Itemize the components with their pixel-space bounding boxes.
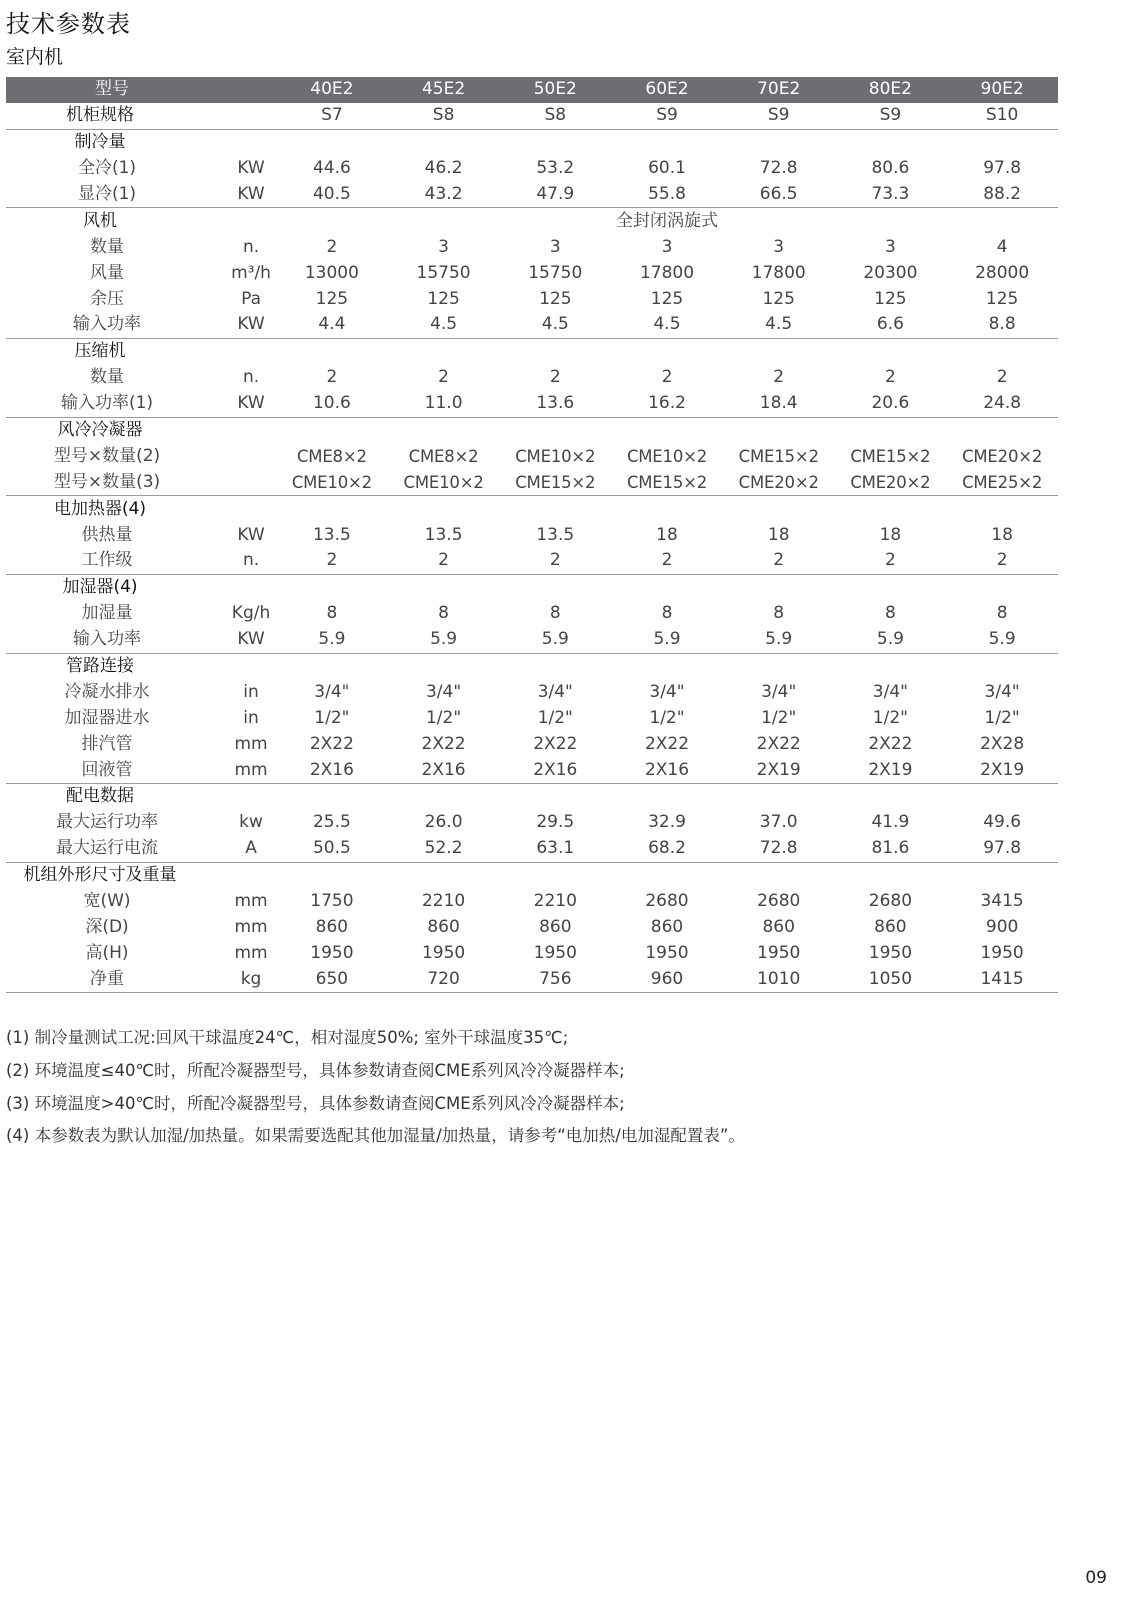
section-spacer [192,784,1058,810]
table-header-row [6,77,1058,103]
cell-value: 1950 [533,942,577,963]
cell-value: 960 [611,966,723,992]
cell-value: 4.4 [276,312,388,338]
section-title: 机组外形尺寸及重量 [23,865,177,886]
cell-value: 4.5 [611,312,723,338]
row-unit: m³/h [231,262,271,283]
cell-value: 2 [835,548,947,574]
header-model: 60E2 [611,77,723,103]
cell-value: 2X16 [499,757,611,783]
cell-value: 2X22 [421,733,466,754]
page-subtitle: 室内机 [6,46,64,68]
cell-value: 2X19 [946,757,1058,783]
cell-value: 4.5 [499,312,611,338]
section-title: 制冷量 [74,132,126,153]
cell-value: 1950 [645,942,689,963]
table-row [6,601,1058,627]
row-label: 输入功率(1) [6,391,192,417]
row-label: 供热量 [81,524,133,545]
row-label: 最大运行功率 [56,812,159,833]
row-label: 加湿器进水 [64,707,150,728]
cell-value: 4.5 [723,312,835,338]
cell-value: 2X16 [388,757,500,783]
cell-value: 37.0 [759,812,798,833]
row-label: 排汽管 [81,733,133,754]
row-label: 最大运行电流 [6,836,192,862]
cell-value: 8 [326,603,338,624]
cell-value: 860 [427,916,460,937]
cell-value: 5.9 [388,627,500,653]
cell-value: 3/4" [425,681,462,702]
cell-value: S7 [276,103,388,129]
cell-value: 47.9 [499,182,611,208]
cell-value: 5.9 [946,627,1058,653]
section-title: 配电数据 [66,786,135,807]
table-row [6,757,1058,783]
cell-value: 13.5 [536,524,575,545]
cell-value: 720 [388,966,500,992]
section-title: 加湿器(4) [62,577,138,598]
footnote: (3) 环境温度>40℃时，所配冷凝器型号，具体参数请查阅CME系列风冷冷凝器样本; [6,1093,625,1113]
cabinet-row [6,103,1058,129]
cell-value: 650 [276,966,388,992]
cell-value: 900 [985,916,1019,937]
cell-value: 3 [549,236,561,257]
cell-value: 3/4" [537,681,573,702]
cell-value: 2 [884,367,896,388]
row-unit: KW [192,312,276,338]
cell-value: 15750 [528,262,583,283]
cell-value: 3/4" [984,681,1020,702]
row-label: 余压 [90,288,125,309]
cell-value: 860 [762,916,795,937]
cell-value: 41.9 [871,812,910,833]
cell-value: 2680 [868,891,913,912]
section-title: 管路连接 [66,656,135,677]
header-model: 80E2 [835,77,947,103]
section-title: 压缩机 [74,341,126,362]
cell-value: CME20×2 [835,469,947,495]
cell-value: 13.5 [312,524,351,545]
section-title: 风冷冷凝器 [57,420,143,441]
row-unit: kg [192,966,276,992]
cell-value: 6.6 [835,312,947,338]
footnote: (2) 环境温度≤40℃时，所配冷凝器型号，具体参数请查阅CME系列风冷冷凝器样本; [6,1060,625,1080]
cell-value: 2X16 [611,757,723,783]
cell-value: 4.5 [388,312,500,338]
cell-value: 125 [315,288,349,309]
header-model-label: 型号 [6,77,276,103]
cell-value: 2680 [645,891,689,912]
cell-value: 8 [549,603,561,624]
row-unit: KW [192,391,276,417]
cell-value: CME25×2 [946,469,1058,495]
cell-value: 68.2 [611,836,723,862]
cell-value: 2 [499,548,611,574]
cell-value: 3 [884,236,896,257]
table-row [6,731,1058,757]
cell-value: 25.5 [312,812,351,833]
cell-value: 2 [326,367,338,388]
cell-value: 44.6 [312,158,351,179]
cell-value: 26.0 [424,812,463,833]
cell-value: CME20×2 [723,469,835,495]
cell-value: 72.8 [759,158,798,179]
cell-value: 8 [773,603,785,624]
cell-value: 1950 [980,942,1024,963]
table-row [6,966,1058,992]
row-label: 型号×数量(2) [53,445,161,466]
cell-value: 72.8 [723,836,835,862]
cell-value: 13.5 [424,524,463,545]
footnote: (1) 制冷量测试工况:回风干球温度24℃，相对湿度50%; 室外干球温度35℃; [6,1028,569,1047]
cell-value: 756 [499,966,611,992]
cell-value: 8 [884,603,896,624]
section-row [6,417,1058,443]
section-spacer [192,208,276,234]
cell-value: 55.8 [611,182,723,208]
header-model: 45E2 [388,77,500,103]
cell-value: CME8×2 [296,446,367,466]
table-row [6,627,1058,653]
header-model: 40E2 [276,77,388,103]
cell-value: CME15×2 [499,469,611,495]
cell-value: 49.6 [983,812,1022,833]
cell-value: 3/4" [649,681,685,702]
cell-value: 860 [315,916,349,937]
cell-value: 5.9 [276,627,388,653]
section-spacer [192,338,1058,364]
row-unit: KW [237,524,265,545]
cell-value: 125 [650,288,684,309]
cell-value: 1950 [421,942,466,963]
row-label: 全冷(1) [77,158,137,179]
row-label: 风量 [90,262,125,283]
cell-value: 2X16 [276,757,388,783]
cell-value: 52.2 [388,836,500,862]
cell-value: 20.6 [835,391,947,417]
table-row [6,915,1058,941]
cell-value: 18 [879,524,902,545]
cell-value: 1950 [310,942,354,963]
cell-value: 1/2" [761,707,797,728]
cell-value: 18 [991,524,1013,545]
header-model: 50E2 [499,77,611,103]
row-unit: Pa [241,288,261,309]
row-label: 回液管 [6,757,192,783]
cell-value: 1050 [835,966,947,992]
cell-value: 50.5 [276,836,388,862]
section-row [6,574,1058,600]
cell-value: S8 [388,103,500,129]
cell-value: 3 [773,236,785,257]
table-row [6,522,1058,548]
row-label: 净重 [6,966,192,992]
cell-value: CME10×2 [626,446,708,466]
cell-value: 2 [388,548,500,574]
header-model: 90E2 [946,77,1058,103]
cell-value: 2 [549,367,561,388]
section-spacer [192,129,1058,155]
cell-value: 18 [656,524,678,545]
cell-value: 2 [723,548,835,574]
table-row [6,836,1058,862]
cell-value: 80.6 [871,158,910,179]
row-unit: A [192,836,276,862]
section-row [6,496,1058,522]
cell-value: S9 [723,103,835,129]
cell-value: 2210 [533,891,577,912]
cell-value: 3 [438,236,449,257]
cell-value: CME15×2 [738,446,819,466]
cell-value: 46.2 [424,158,463,179]
cell-value: 16.2 [611,391,723,417]
table-row [6,443,1058,469]
table-row [6,156,1058,182]
cell-value: 17800 [751,262,806,283]
cell-value: 1415 [946,966,1058,992]
cell-value: 2680 [757,891,801,912]
cell-value: 18 [767,524,790,545]
section-row [6,862,1058,888]
cell-value: 97.8 [946,836,1058,862]
cell-value: 28000 [975,262,1030,283]
cell-value: 125 [985,288,1019,309]
cell-value: 17800 [639,262,695,283]
cell-value: S9 [611,103,723,129]
row-unit: KW [237,158,265,179]
row-unit: mm [234,733,268,754]
cell-value: 2 [946,548,1058,574]
cell-value: 1/2" [537,707,573,728]
spec-table [6,77,1058,993]
row-unit: Kg/h [231,603,271,624]
row-label: 型号×数量(3) [6,469,192,495]
cell-value: 4 [996,236,1008,257]
footnotes [6,1022,745,1153]
cell-value: 18.4 [723,391,835,417]
cell-value: 3415 [980,891,1024,912]
cell-value: 1950 [868,942,913,963]
cell-value: 60.1 [648,158,686,179]
cell-value: 11.0 [388,391,500,417]
table-row [6,940,1058,966]
section-spacer [192,862,1058,888]
section-spacer [192,653,1058,679]
row-unit: mm [234,891,268,912]
cell-value: 15750 [416,262,471,283]
section-spacer [192,496,1058,522]
cell-value: 2X19 [723,757,835,783]
cell-value: 63.1 [499,836,611,862]
cell-value: 2 [276,548,388,574]
cell-value: 8 [661,603,673,624]
cell-value: 29.5 [536,812,575,833]
cell-value: 53.2 [536,158,575,179]
cell-value: 3/4" [761,681,797,702]
table-row [6,260,1058,286]
cell-value: 40.5 [276,182,388,208]
section-note: 全封闭涡旋式 [616,210,719,231]
cell-value: 1950 [757,942,801,963]
section-title: 电加热器(4) [53,498,147,519]
cell-value: 125 [539,288,572,309]
cell-value: 3 [661,236,673,257]
cell-value: 2X28 [980,733,1025,754]
row-unit: mm [234,942,268,963]
row-unit [192,443,276,469]
cell-value: 20300 [863,262,918,283]
cell-value: 860 [650,916,684,937]
cell-value: 1/2" [872,707,908,728]
cell-value: 73.3 [835,182,947,208]
row-label: 宽(W) [83,891,131,912]
row-unit: mm [192,757,276,783]
cell-value: 88.2 [946,182,1058,208]
row-label: 数量 [90,236,125,257]
cell-value: 2X22 [533,733,578,754]
header-model: 70E2 [723,77,835,103]
cell-value: 8 [996,603,1008,624]
table-row [6,234,1058,260]
cell-value: 860 [874,916,907,937]
cell-value: 2 [996,367,1008,388]
cell-value: S9 [835,103,947,129]
cell-value: 32.9 [648,812,686,833]
page-title: 技术参数表 [6,10,131,38]
cell-value: CME20×2 [962,446,1043,466]
row-unit: in [243,707,259,728]
cell-value: 1/2" [425,707,462,728]
row-unit: mm [234,916,268,937]
table-row [6,182,1058,208]
cell-value: 10.6 [276,391,388,417]
row-unit: KW [192,182,276,208]
cell-value: 1/2" [649,707,685,728]
cell-value: 13.6 [499,391,611,417]
table-row [6,286,1058,312]
cell-value: 5.9 [723,627,835,653]
cell-value: 2 [611,548,723,574]
footnote: (4) 本参数表为默认加湿/加热量。如果需要选配其他加湿量/加热量，请参考“电加热/电加湿配置表”。 [6,1126,745,1146]
row-label: 加湿量 [81,603,133,624]
cell-value: 2 [773,367,785,388]
table-row [6,469,1058,495]
row-unit: n. [242,367,260,388]
row-label: 数量 [90,367,125,388]
cell-value: CME15×2 [611,469,723,495]
cell-value: 860 [539,916,572,937]
table-row [6,810,1058,836]
row-unit: n. [242,236,260,257]
row-label: 显冷(1) [6,182,192,208]
cell-value: 1/2" [314,707,350,728]
section-row [6,129,1058,155]
table-row [6,705,1058,731]
cell-value: CME10×2 [276,469,388,495]
table-row [6,365,1058,391]
cell-value: 97.8 [983,158,1022,179]
cell-value: 2X22 [644,733,690,754]
row-label: 工作级 [6,548,192,574]
section-row [6,208,1058,234]
row-unit: KW [192,627,276,653]
cell-value: 24.8 [946,391,1058,417]
cell-value: CME10×2 [515,446,596,466]
row-label: 机柜规格 [6,103,192,129]
row-unit [192,103,276,129]
row-label: 高(H) [85,942,129,963]
cell-value: 1750 [310,891,354,912]
cell-value: 5.9 [835,627,947,653]
cell-value: 8 [438,603,449,624]
cell-value: 125 [427,288,460,309]
cell-value: CME15×2 [850,446,931,466]
section-row [6,653,1058,679]
row-unit: n. [192,548,276,574]
cell-value: 1010 [723,966,835,992]
table-row [6,548,1058,574]
row-label: 输入功率 [6,627,192,653]
cell-value: 8.8 [946,312,1058,338]
cell-value: 81.6 [835,836,947,862]
cell-value: 3/4" [314,681,350,702]
cell-value: 2 [438,367,449,388]
cell-value: 2210 [421,891,466,912]
row-unit [192,469,276,495]
cell-value: 3/4" [872,681,908,702]
section-spacer [192,574,1058,600]
cell-value: S10 [946,103,1058,129]
row-unit: kw [239,812,263,833]
row-label: 输入功率 [6,312,192,338]
table-row [6,889,1058,915]
cell-value: CME8×2 [408,446,479,466]
table-row [6,679,1058,705]
cell-value: 2 [661,367,673,388]
row-label: 冷凝水排水 [64,681,150,702]
cell-value: 43.2 [388,182,500,208]
cell-value: 2X22 [868,733,913,754]
cell-value: 125 [874,288,907,309]
cell-value: S8 [499,103,611,129]
section-row [6,338,1058,364]
cell-value: 5.9 [611,627,723,653]
section-spacer [192,417,1058,443]
table-row [6,391,1058,417]
cell-value: 2X22 [309,733,354,754]
section-row [6,784,1058,810]
cell-value: 66.5 [723,182,835,208]
cell-value: CME10×2 [388,469,500,495]
cell-value: 1/2" [984,707,1020,728]
row-label: 深(D) [85,916,129,937]
cell-value: 2X19 [835,757,947,783]
cell-value: 125 [762,288,795,309]
cell-value: 2X22 [756,733,801,754]
cell-value: 13000 [304,262,359,283]
row-unit: in [243,681,259,702]
cell-value: 5.9 [499,627,611,653]
section-title: 风机 [83,210,118,231]
page-number: 09 [1085,1568,1107,1588]
table-row [6,312,1058,338]
cell-value: 2 [326,236,338,257]
